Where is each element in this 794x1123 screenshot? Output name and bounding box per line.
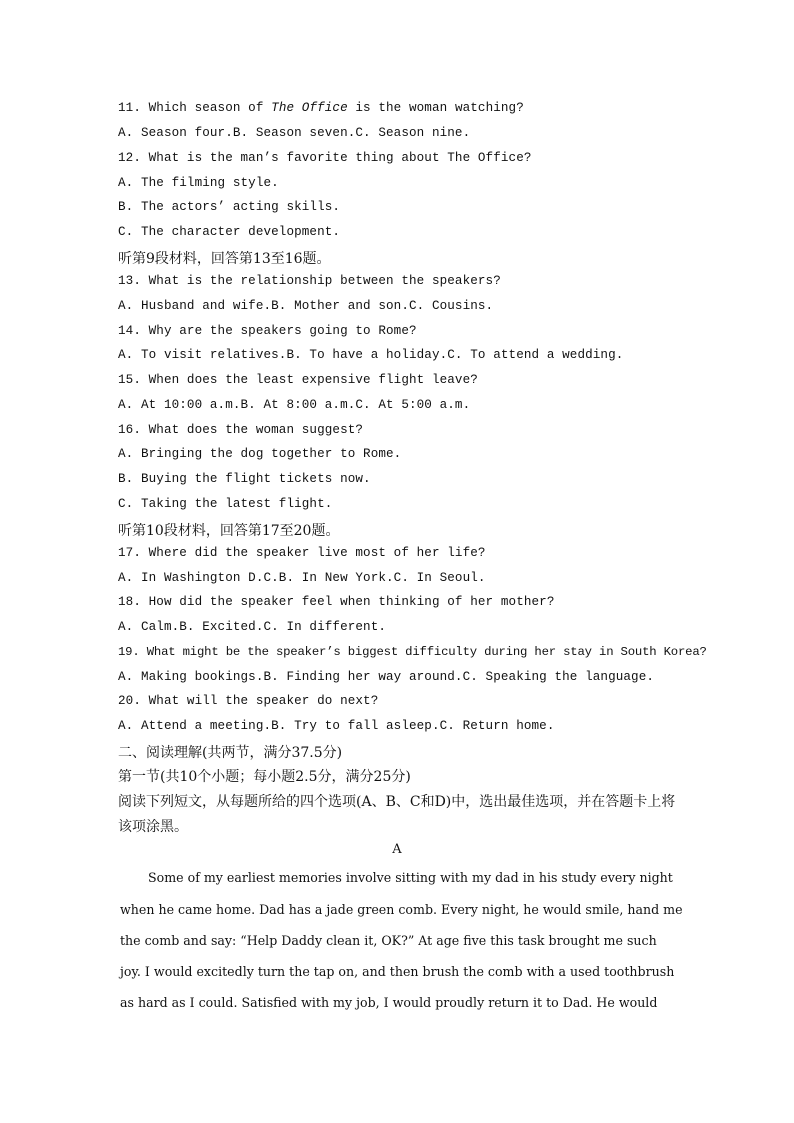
question-13-options: A. Husband and wife.B. Mother and son.C. Cousins.: [118, 299, 494, 313]
passage-line: joy. I would excitedly turn the tap on, and then brush the comb with a used toothbrush: [120, 964, 675, 979]
question-19: 19. What might be the speaker’s biggest difficulty during her stay in South Korea?: [118, 645, 707, 659]
passage-line: when he came home. Dad has a jade green comb. Every night, he would smile, hand me: [120, 902, 683, 917]
section-10-heading: 听第10段材料，回答第17至20题。: [118, 523, 340, 539]
question-12-option-b: B. The actors’ acting skills.: [118, 200, 341, 214]
question-11-stem-prefix: 11. Which season of: [118, 101, 272, 115]
question-18: 18. How did the speaker feel when thinking of her mother?: [118, 595, 555, 609]
question-11-stem-suffix: is the woman watching?: [347, 101, 524, 115]
question-20: 20. What will the speaker do next?: [118, 694, 379, 708]
question-16-option-a: A. Bringing the dog together to Rome.: [118, 447, 402, 461]
question-12-option-c: C. The character development.: [118, 225, 341, 239]
question-12-option-a: A. The filming style.: [118, 176, 279, 190]
question-16-option-c: C. Taking the latest flight.: [118, 497, 333, 511]
question-16: 16. What does the woman suggest?: [118, 423, 364, 437]
question-14: 14. Why are the speakers going to Rome?: [118, 324, 417, 338]
question-19-options: A. Making bookings.B. Finding her way around.C. Speaking the language.: [118, 670, 655, 684]
question-17: 17. Where did the speaker live most of her life?: [118, 546, 486, 560]
question-17-options: A. In Washington D.C.B. In New York.C. In Seoul.: [118, 571, 486, 585]
question-15: 15. When does the least expensive flight leave?: [118, 373, 478, 387]
part-2-subtitle: 第一节(共10个小题；每小题2.5分，满分25分): [118, 769, 411, 785]
question-16-option-b: B. Buying the flight tickets now.: [118, 472, 371, 486]
part-2-title: 二、阅读理解(共两节，满分37.5分): [118, 745, 343, 761]
passage-line: the comb and say: “Help Daddy clean it, OK?” At age five this task brought me such: [120, 933, 657, 948]
question-11: [118, 101, 524, 115]
instructions-line-1: 阅读下列短文，从每题所给的四个选项(A、B、C和D)中，选出最佳选项，并在答题卡上将: [118, 794, 676, 810]
question-11-title-italic: The Office: [271, 101, 348, 115]
question-12: 12. What is the man’s favorite thing about The Office?: [118, 151, 532, 165]
question-18-options: A. Calm.B. Excited.C. In different.: [118, 620, 387, 634]
question-15-options: A. At 10:00 a.m.B. At 8:00 a.m.C. At 5:00 a.m.: [118, 398, 471, 412]
question-20-options: A. Attend a meeting.B. Try to fall asleep.C. Return home.: [118, 719, 555, 733]
section-9-heading: 听第9段材料，回答第13至16题。: [118, 251, 331, 267]
question-13: 13. What is the relationship between the speakers?: [118, 274, 501, 288]
passage-line: Some of my earliest memories involve sitting with my dad in his study every night: [148, 870, 673, 885]
passage-label: A: [392, 842, 402, 857]
passage-line: as hard as I could. Satisfied with my job, I would proudly return it to Dad. He would: [120, 995, 658, 1010]
instructions-line-2: 该项涂黑。: [118, 819, 188, 835]
question-11-options: A. Season four.B. Season seven.C. Season nine.: [118, 126, 471, 140]
question-14-options: A. To visit relatives.B. To have a holiday.C. To attend a wedding.: [118, 348, 624, 362]
